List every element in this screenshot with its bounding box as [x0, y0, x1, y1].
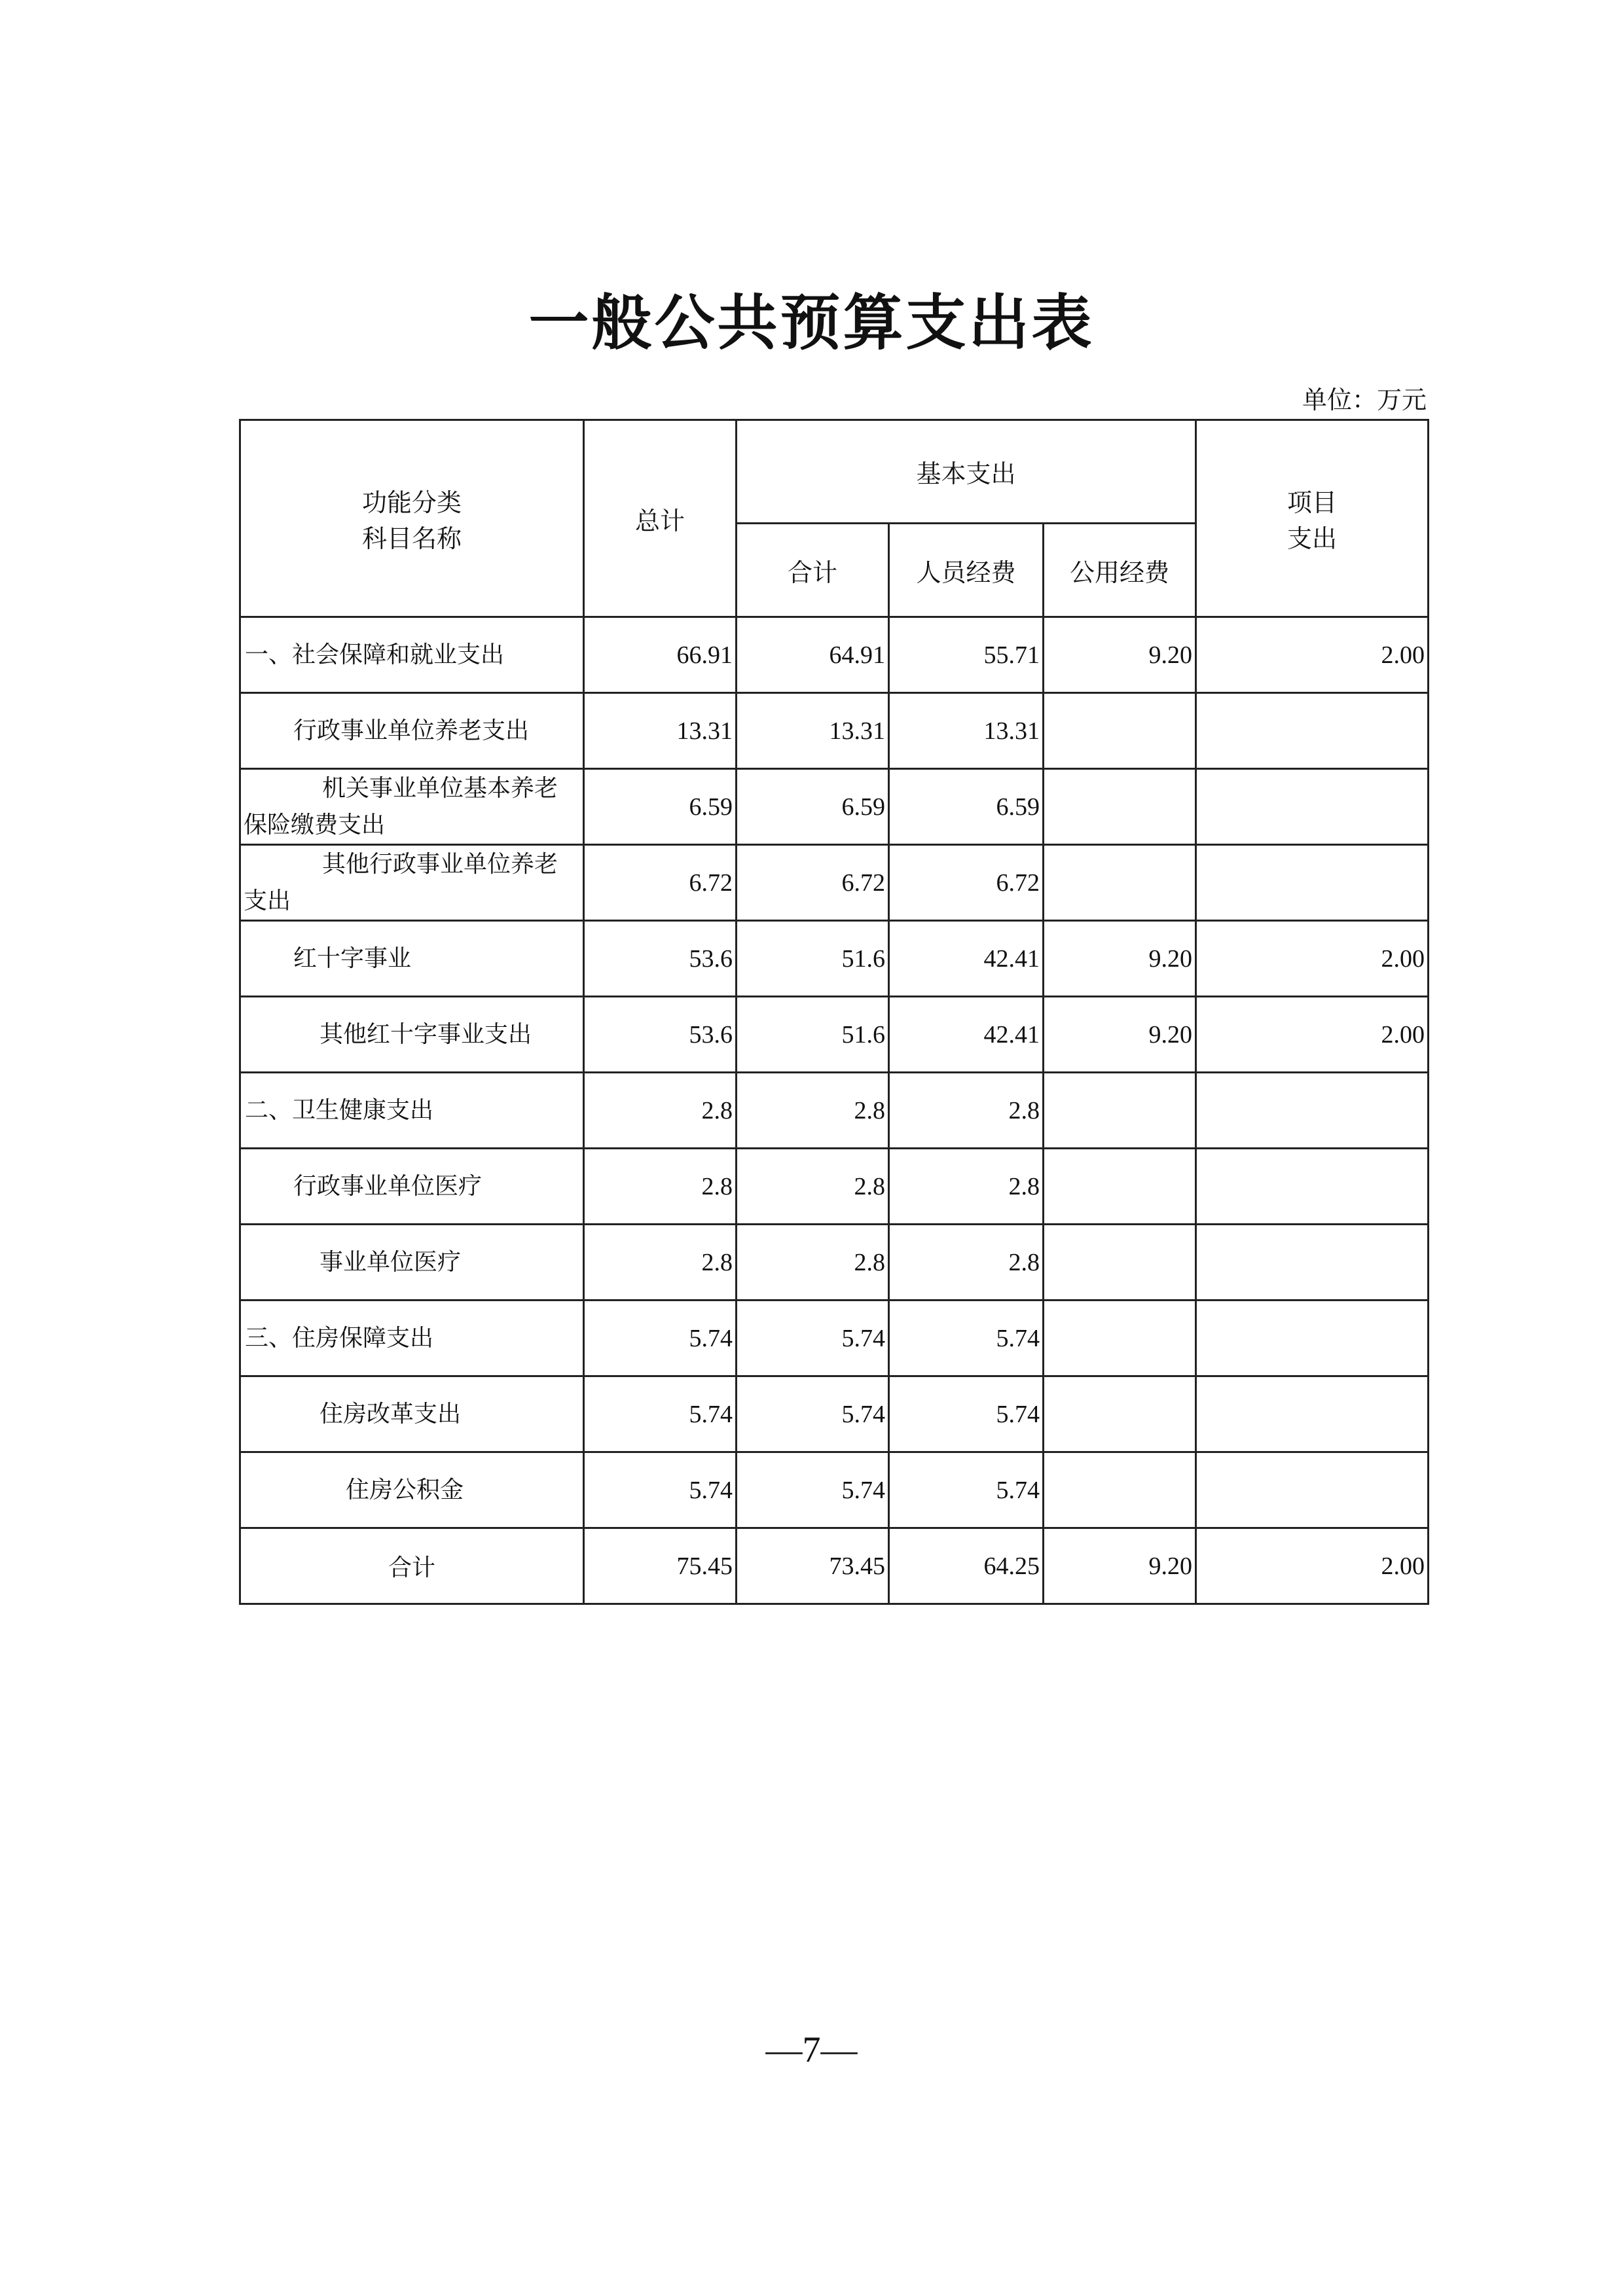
table-row: [240, 1300, 1429, 1376]
cell-project: [1196, 1225, 1429, 1300]
cell-basic-total: 51.6: [737, 997, 889, 1073]
cell-public: 9.20: [1044, 1528, 1196, 1604]
table-row: [240, 1452, 1429, 1528]
cell-project: [1196, 1452, 1429, 1528]
row-name: 红十字事业: [240, 921, 584, 997]
cell-personnel: 5.74: [889, 1452, 1044, 1528]
cell-project: 2.00: [1196, 997, 1429, 1073]
cell-total: 2.8: [584, 1073, 737, 1149]
cell-basic-total: 64.91: [737, 617, 889, 693]
row-name: 其他行政事业单位养老支出: [240, 845, 584, 921]
table-row: [240, 1376, 1429, 1452]
header-category-name: [240, 420, 584, 617]
cell-total: 13.31: [584, 693, 737, 769]
header-project-line1: 项目: [1287, 488, 1338, 517]
table-row: [240, 1073, 1429, 1149]
table-row: [240, 845, 1429, 921]
cell-public: [1044, 693, 1196, 769]
cell-basic-total: 2.8: [737, 1149, 889, 1225]
page-number: —7—: [765, 2030, 858, 2070]
budget-table: [239, 419, 1429, 1605]
row-name: 机关事业单位基本养老保险缴费支出: [240, 769, 584, 845]
cell-project: [1196, 1073, 1429, 1149]
header-name-line2: 科目名称: [361, 524, 462, 553]
cell-project: [1196, 1149, 1429, 1225]
cell-public: 9.20: [1044, 921, 1196, 997]
cell-total: 53.6: [584, 997, 737, 1073]
cell-public: [1044, 845, 1196, 921]
cell-basic-total: 5.74: [737, 1300, 889, 1376]
cell-basic-total: 6.72: [737, 845, 889, 921]
row-name: 其他红十字事业支出: [240, 997, 584, 1073]
cell-basic-total: 73.45: [737, 1528, 889, 1604]
header-project-line2: 支出: [1287, 524, 1338, 553]
cell-personnel: 42.41: [889, 997, 1044, 1073]
cell-total: 5.74: [584, 1452, 737, 1528]
total-row: [240, 1528, 1429, 1604]
cell-personnel: 5.74: [889, 1376, 1044, 1452]
cell-total: 5.74: [584, 1376, 737, 1452]
cell-public: [1044, 1376, 1196, 1452]
header-basic-total: 合计: [737, 524, 889, 617]
cell-project: 2.00: [1196, 1528, 1429, 1604]
cell-personnel: 6.72: [889, 845, 1044, 921]
cell-personnel: 2.8: [889, 1225, 1044, 1300]
row-name: 三、住房保障支出: [240, 1300, 584, 1376]
cell-project: [1196, 769, 1429, 845]
cell-total: 5.74: [584, 1300, 737, 1376]
cell-personnel: 64.25: [889, 1528, 1044, 1604]
cell-total: 75.45: [584, 1528, 737, 1604]
row-name: 二、卫生健康支出: [240, 1073, 584, 1149]
row-name: 一、社会保障和就业支出: [240, 617, 584, 693]
cell-total: 2.8: [584, 1225, 737, 1300]
header-personnel: 人员经费: [889, 524, 1044, 617]
cell-personnel: 13.31: [889, 693, 1044, 769]
row-name-total: 合计: [240, 1528, 584, 1604]
cell-total: 53.6: [584, 921, 737, 997]
cell-public: [1044, 1225, 1196, 1300]
row-name: 事业单位医疗: [240, 1225, 584, 1300]
cell-total: 6.72: [584, 845, 737, 921]
cell-basic-total: 13.31: [737, 693, 889, 769]
cell-basic-total: 2.8: [737, 1073, 889, 1149]
cell-basic-total: 5.74: [737, 1452, 889, 1528]
header-grand-total: 总计: [584, 420, 737, 617]
table-row: [240, 1149, 1429, 1225]
cell-personnel: 55.71: [889, 617, 1044, 693]
cell-project: [1196, 693, 1429, 769]
row-name: 行政事业单位医疗: [240, 1149, 584, 1225]
cell-basic-total: 51.6: [737, 921, 889, 997]
cell-public: [1044, 769, 1196, 845]
row-name: 住房公积金: [240, 1452, 584, 1528]
row-name: 住房改革支出: [240, 1376, 584, 1452]
page-title: 一般公共预算支出表: [528, 287, 1095, 358]
cell-project: [1196, 1376, 1429, 1452]
table-row: [240, 693, 1429, 769]
header-public: 公用经费: [1044, 524, 1196, 617]
header-basic-expenditure: 基本支出: [737, 420, 1196, 524]
cell-personnel: 2.8: [889, 1149, 1044, 1225]
unit-label: 单位：万元: [1302, 386, 1427, 414]
cell-project: 2.00: [1196, 921, 1429, 997]
cell-public: [1044, 1073, 1196, 1149]
cell-public: [1044, 1452, 1196, 1528]
cell-personnel: 2.8: [889, 1073, 1044, 1149]
cell-personnel: 5.74: [889, 1300, 1044, 1376]
cell-project: 2.00: [1196, 617, 1429, 693]
table-row: [240, 769, 1429, 845]
cell-total: 6.59: [584, 769, 737, 845]
cell-public: 9.20: [1044, 997, 1196, 1073]
header-project-expenditure: [1196, 420, 1429, 617]
cell-project: [1196, 1300, 1429, 1376]
table-row: [240, 997, 1429, 1073]
header-name-line1: 功能分类: [361, 488, 462, 517]
table-row: [240, 921, 1429, 997]
table-row: [240, 1225, 1429, 1300]
cell-total: 66.91: [584, 617, 737, 693]
cell-personnel: 42.41: [889, 921, 1044, 997]
cell-basic-total: 2.8: [737, 1225, 889, 1300]
cell-total: 2.8: [584, 1149, 737, 1225]
cell-personnel: 6.59: [889, 769, 1044, 845]
cell-public: [1044, 1149, 1196, 1225]
row-name: 行政事业单位养老支出: [240, 693, 584, 769]
cell-project: [1196, 845, 1429, 921]
cell-public: 9.20: [1044, 617, 1196, 693]
cell-basic-total: 5.74: [737, 1376, 889, 1452]
cell-basic-total: 6.59: [737, 769, 889, 845]
table-row: [240, 617, 1429, 693]
cell-public: [1044, 1300, 1196, 1376]
